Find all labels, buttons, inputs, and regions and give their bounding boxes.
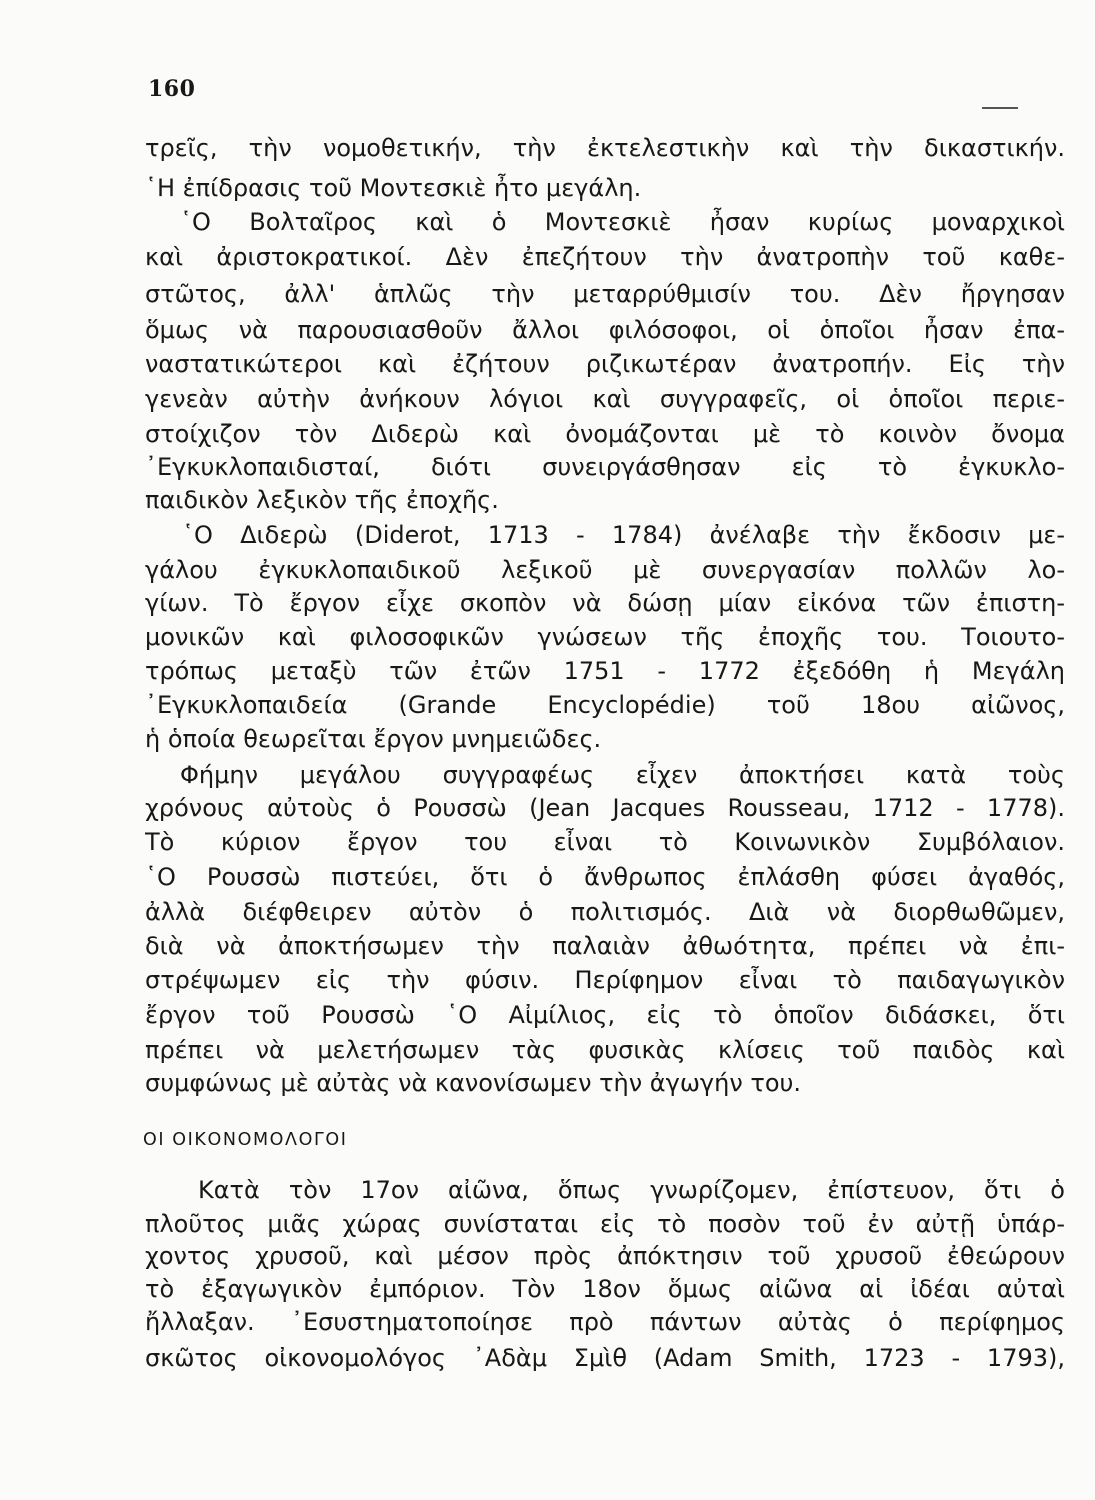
text-line: διὰ νὰ ἀποκτήσωμεν τὴν παλαιὰν ἀθωότητα, πρέπει νὰ ἐπι- [145, 932, 1065, 960]
text-line: ῾Ο Ρουσσὼ πιστεύει, ὅτι ὁ ἄνθρωπος ἐπλάσθη φύσει ἀγαθός, [145, 863, 1065, 891]
text-line: συμφώνως μὲ αὐτὰς νὰ κανονίσωμεν τὴν ἀγωγήν του. [145, 1069, 802, 1097]
text-line: πρέπει νὰ μελετήσωμεν τὰς φυσικὰς κλίσεις τοῦ παιδὸς καὶ [145, 1036, 1065, 1064]
page-number: 160 [148, 76, 196, 102]
text-line: ῾Η ἐπίδρασις τοῦ Μοντεσκιὲ ἦτο μεγάλη. [145, 174, 642, 202]
text-line: σκῶτος οἰκονομολόγος ᾿Αδὰμ Σμὶθ (Adam Smith, 1723 - 1793), [145, 1344, 1065, 1372]
text-line: καὶ ἀριστοκρατικοί. Δὲν ἐπεζήτουν τὴν ἀνατροπὴν τοῦ καθε- [145, 243, 1065, 271]
text-line: ὅμως νὰ παρουσιασθοῦν ἄλλοι φιλόσοφοι, οἱ ὁποῖοι ἦσαν ἐπα- [145, 316, 1065, 344]
text-line: ᾿Εγκυκλοπαιδεία (Grande Encyclopédie) τοῦ 18ου αἰῶνος, [145, 691, 1065, 719]
text-line: χοντος χρυσοῦ, καὶ μέσον πρὸς ἀπόκτησιν τοῦ χρυσοῦ ἐθεώρουν [145, 1242, 1065, 1270]
text-line: ᾿Εγκυκλοπαιδισταί, διότι συνειργάσθησαν εἰς τὸ ἐγκυκλο- [145, 453, 1065, 481]
text-line: χρόνους αὐτοὺς ὁ Ρουσσὼ (Jean Jacques Rousseau, 1712 - 1778). [145, 794, 1065, 822]
text-line: ἀλλὰ διέφθειρεν αὐτὸν ὁ πολιτισμός. Διὰ νὰ διορθωθῶμεν, [145, 898, 1065, 926]
text-line: τρόπως μεταξὺ τῶν ἐτῶν 1751 - 1772 ἐξεδόθη ἡ Μεγάλη [145, 657, 1065, 685]
text-line: ἤλλαξαν. ᾿Εσυστηματοποίησε πρὸ πάντων αὐτὰς ὁ περίφημος [145, 1308, 1065, 1336]
text-line: Τὸ κύριον ἔργον του εἶναι τὸ Κοινωνικὸν Συμβόλαιον. [145, 828, 1065, 856]
text-line: παιδικὸν λεξικὸν τῆς ἐποχῆς. [145, 486, 499, 514]
section-heading: ΟΙ ΟΙΚΟΝΟΜΟΛΟΓΟΙ [143, 1130, 348, 1150]
text-line: ἔργον τοῦ Ρουσσὼ ῾Ο Αἰμίλιος, εἰς τὸ ὁποῖον διδάσκει, ὅτι [145, 1001, 1065, 1029]
text-line: Φήμην μεγάλου συγγραφέως εἶχεν ἀποκτήσει κατὰ τοὺς [180, 761, 1065, 789]
text-line: μονικῶν καὶ φιλοσοφικῶν γνώσεων τῆς ἐποχῆς του. Τοιουτο- [145, 623, 1065, 651]
text-line: στῶτος, ἀλλ' ἁπλῶς τὴν μεταρρύθμισίν του. Δὲν ἤργησαν [145, 280, 1065, 308]
text-line: γίων. Τὸ ἔργον εἶχε σκοπὸν νὰ δώσῃ μίαν εἰκόνα τῶν ἐπιστη- [145, 589, 1065, 617]
text-line: τρεῖς, τὴν νομοθετικήν, τὴν ἐκτελεστικὴν καὶ τὴν δικαστικήν. [145, 134, 1065, 162]
text-line: στοίχιζον τὸν Διδερὼ καὶ ὀνομάζονται μὲ τὸ κοινὸν ὄνομα [145, 420, 1065, 448]
text-line: ναστατικώτεροι καὶ ἐζήτουν ριζικωτέραν ἀνατροπήν. Εἰς τὴν [145, 350, 1065, 378]
text-line: ἡ ὁποία θεωρεῖται ἔργον μνημειῶδες. [145, 725, 602, 753]
text-line: ῾Ο Διδερὼ (Diderot, 1713 - 1784) ἀνέλαβε τὴν ἔκδοσιν με- [182, 521, 1065, 549]
text-line: ῾Ο Βολταῖρος καὶ ὁ Μοντεσκιὲ ἦσαν κυρίως μοναρχικοὶ [180, 208, 1065, 236]
text-line: γάλου ἐγκυκλοπαιδικοῦ λεξικοῦ μὲ συνεργασίαν πολλῶν λο- [145, 556, 1065, 584]
corner-mark [982, 107, 1018, 109]
text-line: πλοῦτος μιᾶς χώρας συνίσταται εἰς τὸ ποσὸν τοῦ ἐν αὐτῇ ὑπάρ- [145, 1210, 1065, 1238]
text-line: τὸ ἐξαγωγικὸν ἐμπόριον. Τὸν 18ον ὅμως αἰῶνα αἱ ἰδέαι αὐταὶ [145, 1275, 1065, 1303]
text-line: στρέψωμεν εἰς τὴν φύσιν. Περίφημον εἶναι τὸ παιδαγωγικὸν [145, 966, 1065, 994]
text-line: Κατὰ τὸν 17ον αἰῶνα, ὅπως γνωρίζομεν, ἐπίστευον, ὅτι ὁ [198, 1176, 1065, 1204]
text-line: γενεὰν αὐτὴν ἀνήκουν λόγιοι καὶ συγγραφεῖς, οἱ ὁποῖοι περιε- [145, 385, 1065, 413]
